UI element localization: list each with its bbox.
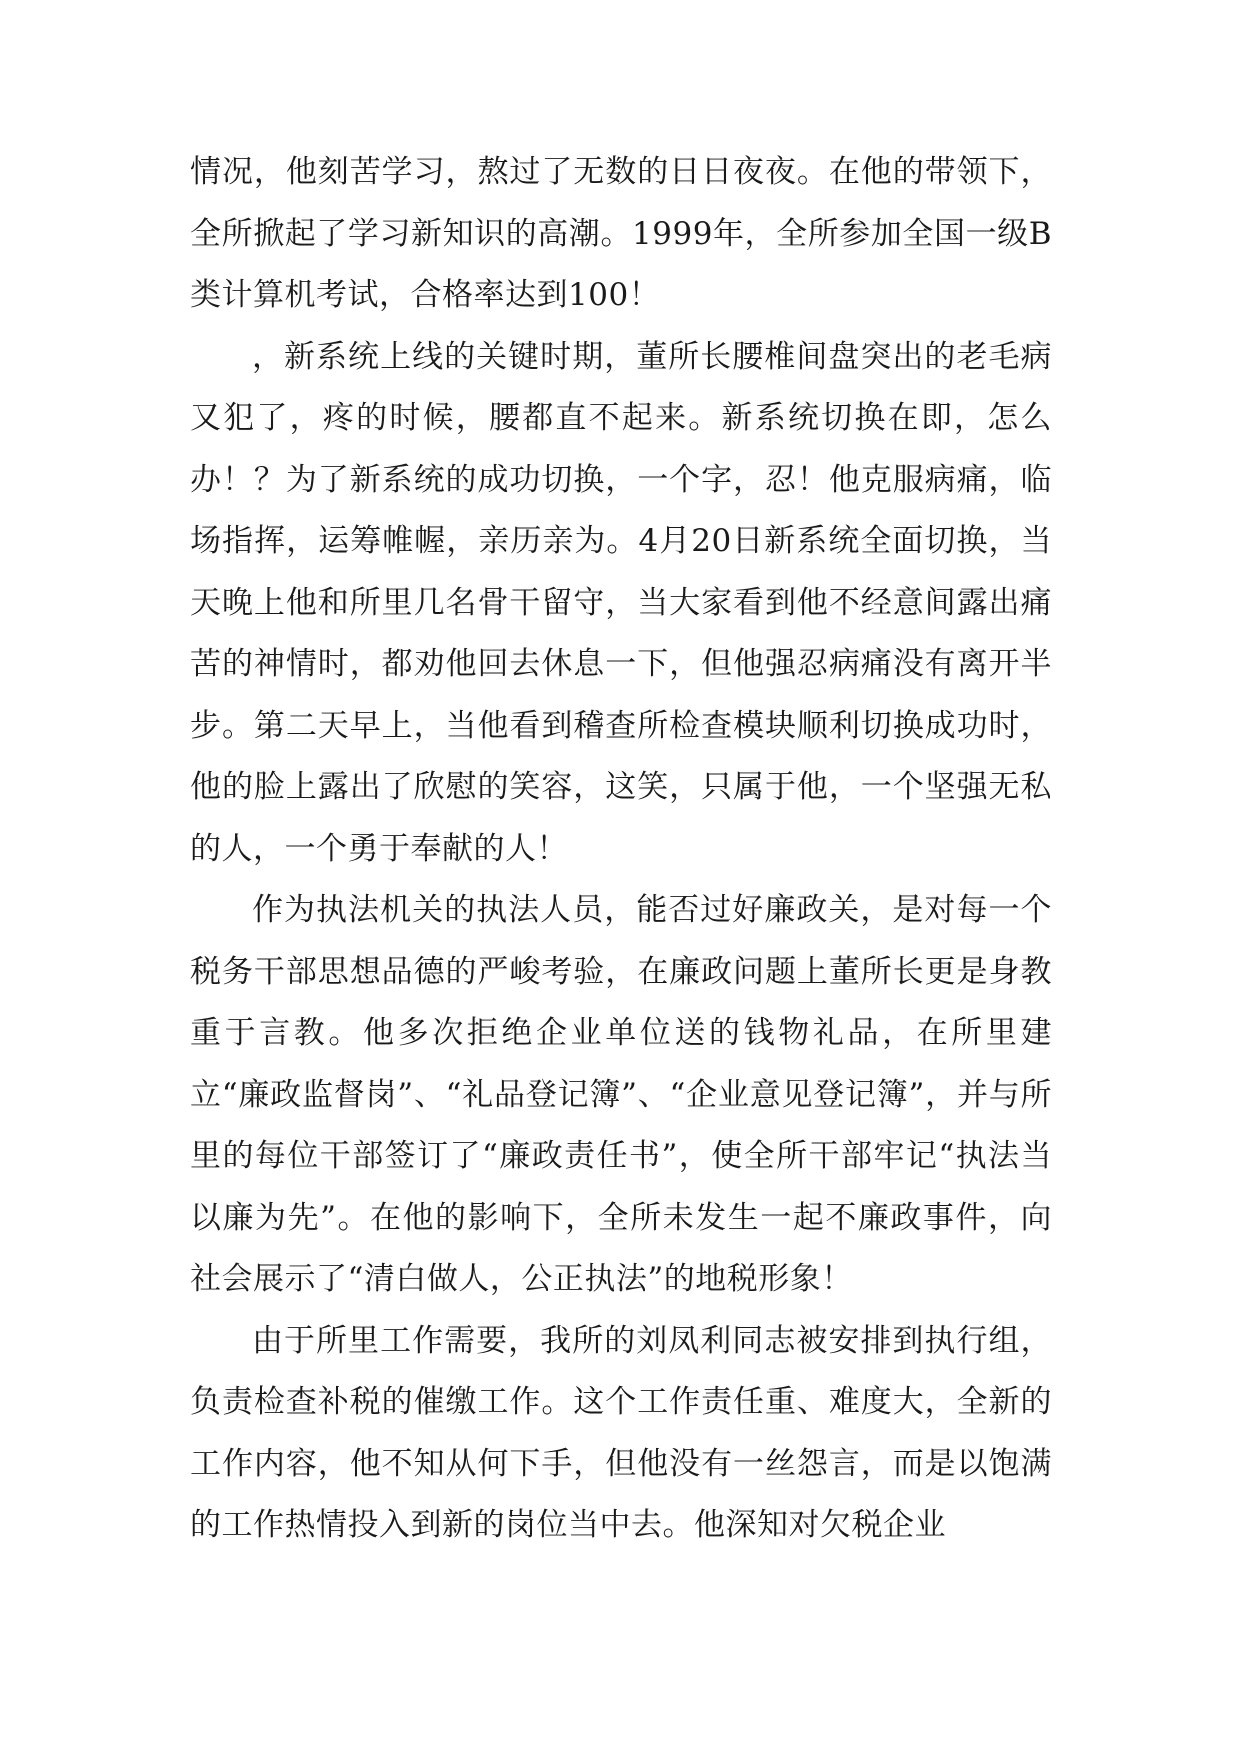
paragraph-integrity: 作为执法机关的执法人员，能否过好廉政关，是对每一个税务干部思想品德的严峻考验，在廉政问题上董所长更是身教重于言教。他多次拒绝企业单位送的钱物礼品，在所里建立“廉政监督岗”、“礼品登记簿”、“企业意见登记簿”，并与所里的每位干部签订了“廉政责任书”，使全所干部牢记“执法当以廉为先”。在他的影响下，全所未发生一起不廉政事件，向社会展示了“清白做人，公正执法”的地税形象！ [190,892,1052,1297]
paragraph-liu-fengli: 由于所里工作需要，我所的刘凤利同志被安排到执行组，负责检查补税的催缴工作。这个工作责任重、难度大，全新的工作内容，他不知从何下手，但他没有一丝怨言，而是以饱满的工作热情投入到新的岗位当中去。他深知对欠税企业 [190,1322,1052,1543]
document-body [190,142,1052,1557]
paragraph-continued: 情况，他刻苦学习，熬过了无数的日日夜夜。在他的带领下，全所掀起了学习新知识的高潮。1999年，全所参加全国一级B类计算机考试，合格率达到100！ [190,154,1052,313]
paragraph-system-switch: ，新系统上线的关键时期，董所长腰椎间盘突出的老毛病又犯了，疼的时候，腰都直不起来。新系统切换在即，怎么办！？为了新系统的成功切换，一个字，忍！他克服病痛，临场指挥，运筹帷幄，亲历亲为。4月20日新系统全面切换，当天晚上他和所里几名骨干留守，当大家看到他不经意间露出痛苦的神情时，都劝他回去休息一下，但他强忍病痛没有离开半步。第二天早上，当他看到稽查所检查模块顺利切换成功时，他的脸上露出了欣慰的笑容，这笑，只属于他，一个坚强无私的人，一个勇于奉献的人！ [190,338,1052,867]
